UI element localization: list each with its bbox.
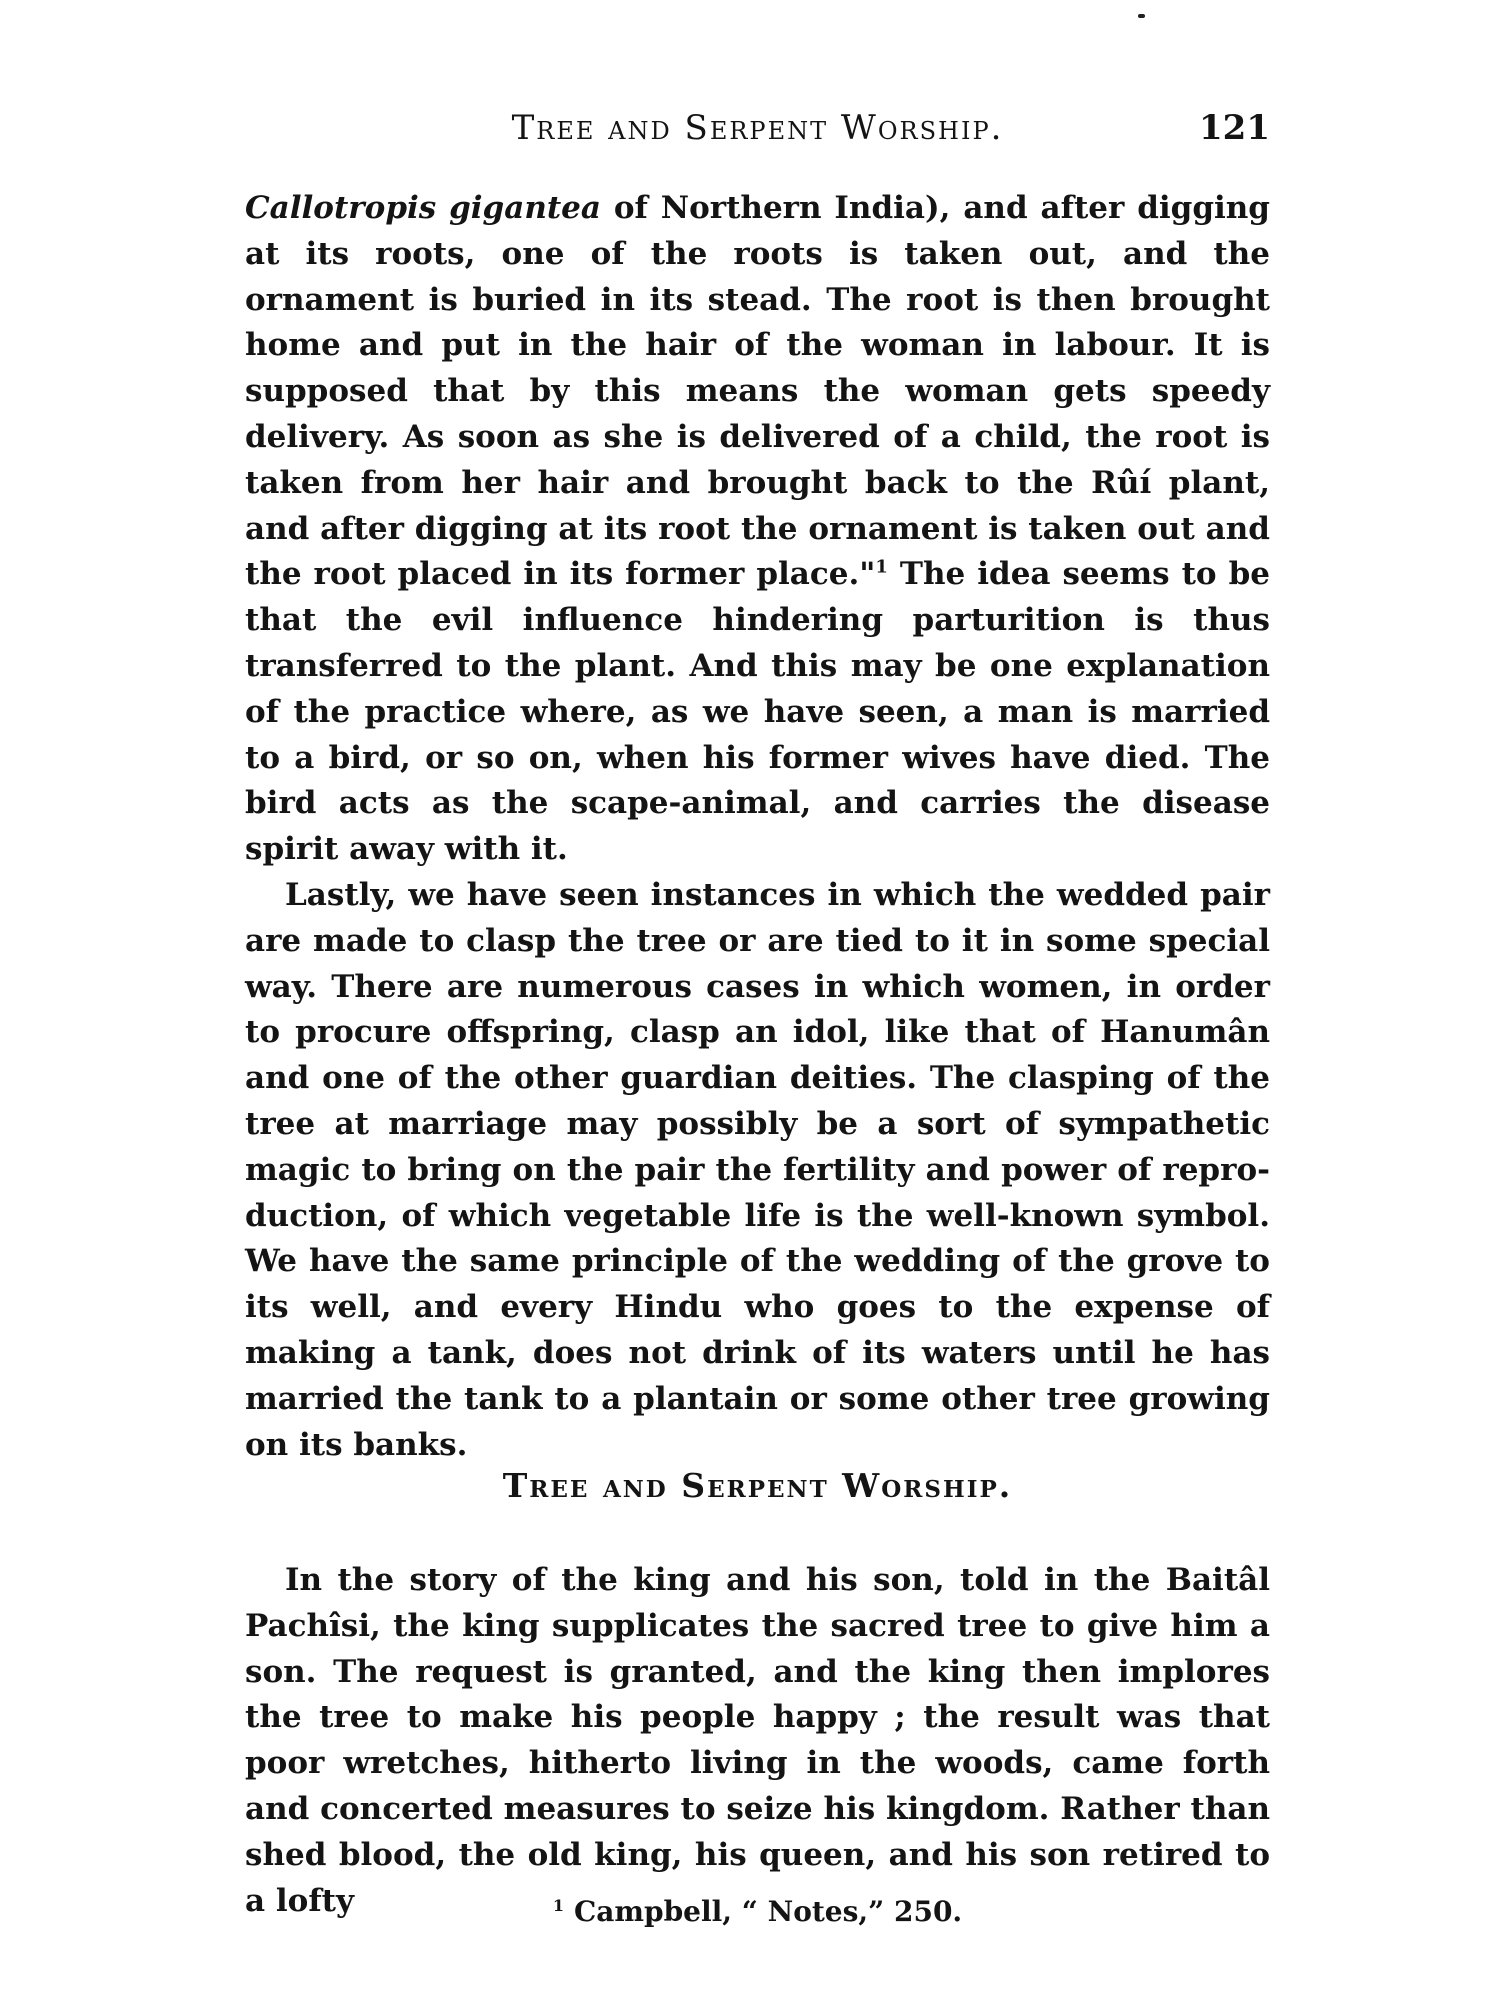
footnote-reference: 1	[875, 557, 888, 579]
text-block-continued	[245, 186, 1270, 1468]
footnote	[245, 1895, 1270, 1928]
paragraph-lastly: Lastly, we have seen instances in which the wedded pair are made to clasp the tree or are tied to it in some special way. There are numerous cases in which women, in order to procure offspring, clasp an idol, like that of Hanumân and one of the other guardian deities. The clasping of the tree at marriage may possibly be a sort of sympathetic magic to bring on the pair the fertility and power of reproduction, of which vegetable life is the well-known symbol. We have the same principle of the wedding of the grove to its well, and every Hindu who goes to the expense of making a tank, does not drink of its waters until he has married the tank to a plantain or some other tree growing on its banks.	[245, 876, 1270, 1463]
paragraph-continued	[245, 186, 1270, 873]
text-block-section	[245, 1558, 1270, 1924]
section-heading: Tree and Serpent Worship.	[502, 1466, 1013, 1505]
footnote-text: Campbell, “ Notes,” 250.	[573, 1895, 963, 1928]
running-title: Tree and Serpent Worship.	[511, 108, 1004, 148]
species-name: Callotropis gigantea	[245, 190, 601, 226]
paragraph-text: of Northern India), and after digging at its roots, one of the roots is taken out, and the ornament is buried in its stead. The root is then brought home and put in the hair of the woman in labour. It is supposed that by this means the woman gets speedy delivery. As soon as she is delivered of a child, the root is taken from her hair and brought back to the Rûí plant, and after digging at its root the ornament is taken out and the root placed in its former place."	[245, 190, 1270, 593]
page-number: 121	[1199, 108, 1270, 148]
paragraph-story: In the story of the king and his son, told in the Baitâl Pachîsi, the king supplicates the sacred tree to give him a son. The request is granted, and the king then implores the tree to make his people happy ; the result was that poor wretches, hitherto living in the woods, came forth and concerted measures to seize his kingdom. Rather than shed blood, the old king, his queen, and his son retired to a lofty	[245, 1562, 1270, 1919]
footnote-marker: 1	[552, 1895, 564, 1915]
running-head	[245, 108, 1270, 152]
print-speck	[1138, 14, 1145, 18]
paragraph-text: The idea seems to be that the evil influence hindering parturition is thus transferred to the plant. And this may be one explanation of the practice where, as we have seen, a man is married to a bird, or so on, when his former wives have died. The bird acts as the scape-animal, and carries the disease spirit away with it.	[245, 556, 1270, 868]
